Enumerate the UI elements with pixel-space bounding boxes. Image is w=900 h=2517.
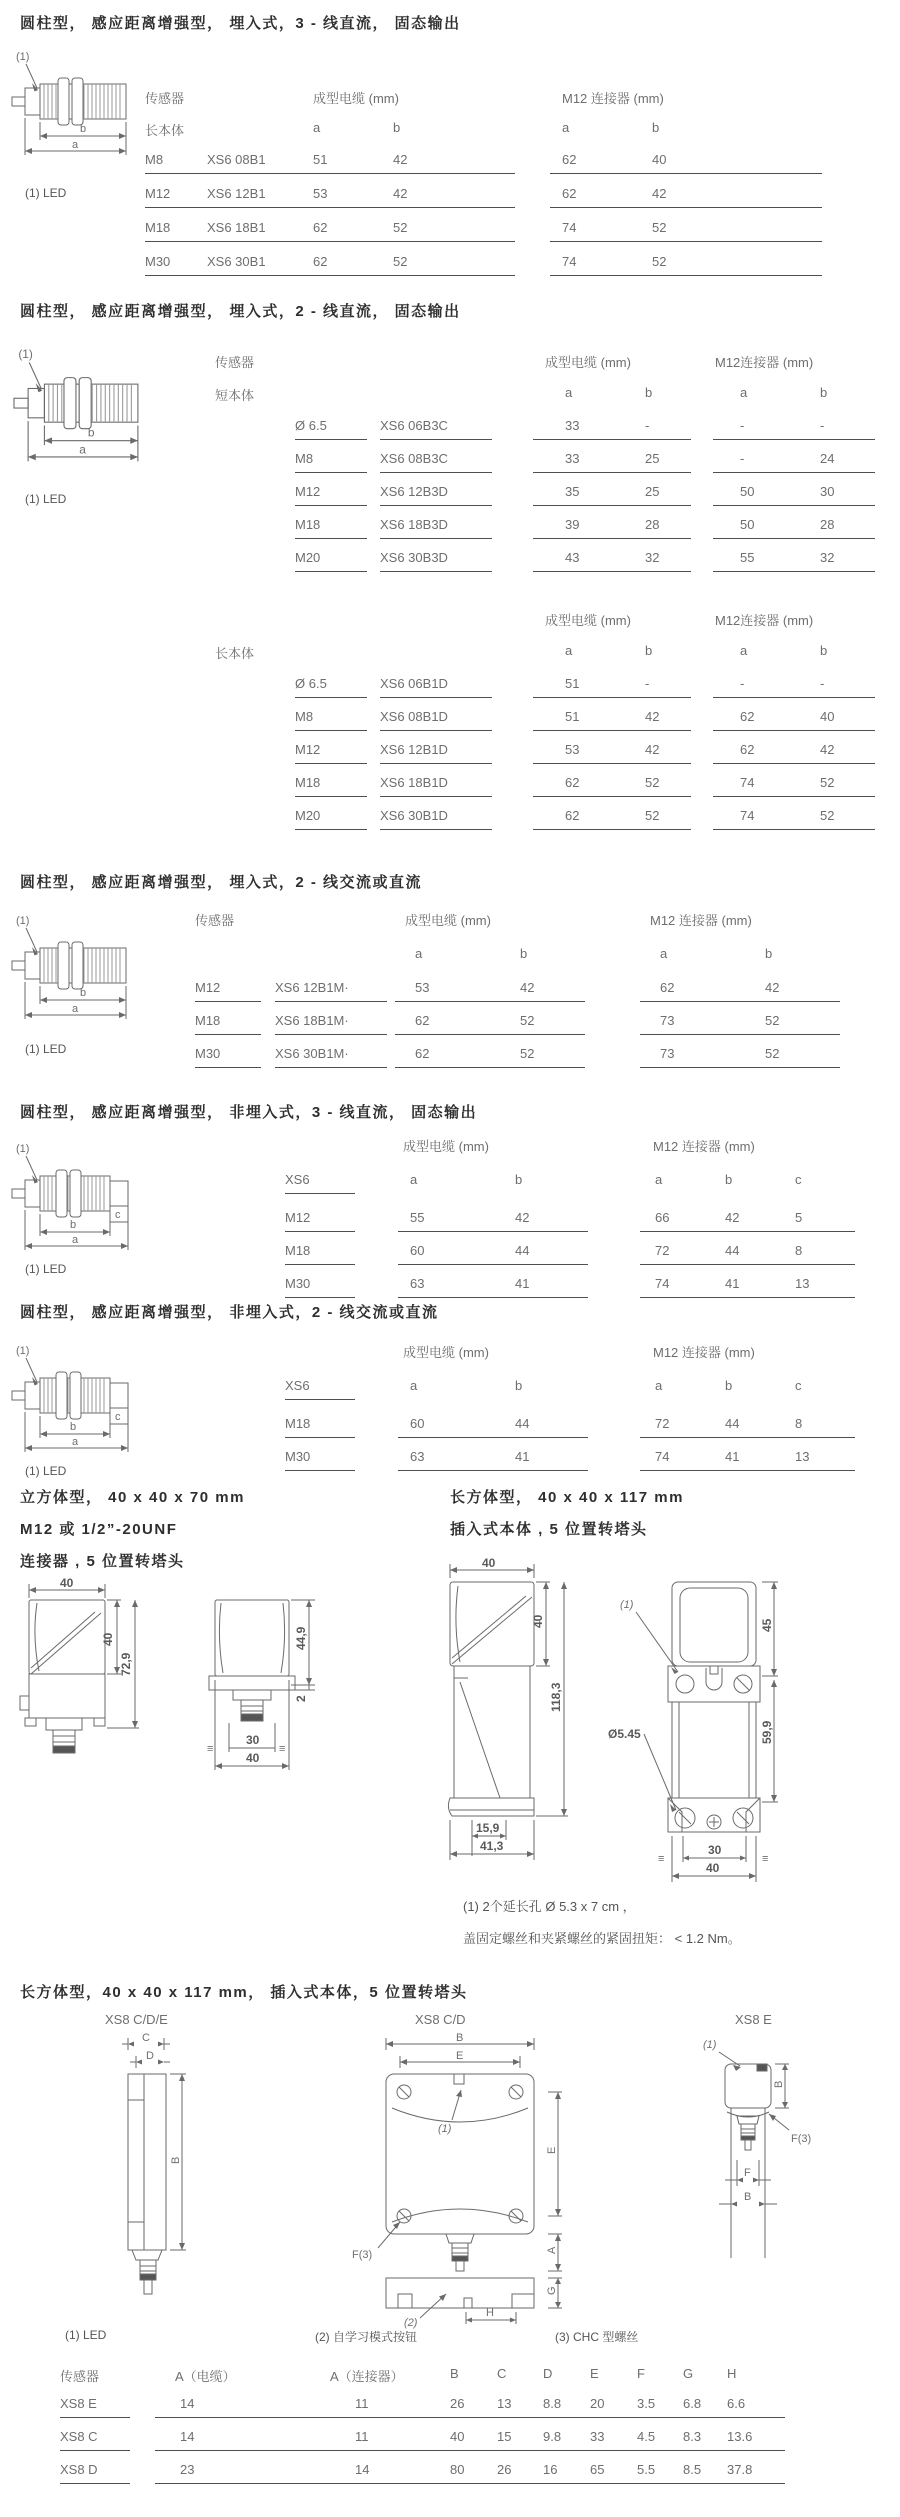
dim-a-label: a [72, 139, 79, 151]
dim-a-label: a [72, 1003, 79, 1015]
col-cable: 成型电缆 (mm) [405, 913, 491, 928]
col-a: a [655, 1378, 663, 1393]
table-row [195, 1046, 895, 1073]
col-C: C [497, 2366, 507, 2381]
dim-1-label: (1) [16, 915, 30, 927]
connector-group: 74 52 [713, 808, 875, 830]
cell-size: M20 [295, 808, 367, 830]
connector-group: 66 42 5 [640, 1210, 855, 1232]
section6-left-title-2: M12 或 1/2”-20UNF [20, 1521, 178, 1538]
col-b: b [725, 1378, 733, 1393]
cell-model: XS6 08B1 [207, 152, 311, 174]
table-row [215, 517, 900, 544]
dim-40-label: 40 [531, 1614, 545, 1628]
connector-group: 62 42 [640, 980, 840, 1002]
cable-group: 51 - [533, 676, 691, 698]
dim-449-label: 44,9 [294, 1626, 308, 1650]
cable-group: 62 52 [533, 808, 691, 830]
dim-1-label: (1) [16, 51, 30, 63]
section6-right-title-1: 长方体型， 40 x 40 x 117 mm [450, 1489, 684, 1506]
table-row [285, 1243, 900, 1270]
cable-group: 62 52 [303, 254, 515, 276]
table-row [215, 550, 900, 577]
dim-40-label: 40 [246, 1751, 260, 1765]
cell-size: M12 [295, 742, 367, 764]
connector-group: 74 41 13 [640, 1276, 855, 1298]
col-a: a [740, 643, 748, 658]
col-b: b [820, 643, 828, 658]
col-b: b [765, 946, 773, 961]
table-row [145, 220, 845, 247]
connector-group: 72 44 8 [640, 1416, 855, 1438]
col-b: b [520, 946, 528, 961]
section5-title: 圆柱型， 感应距离增强型， 非埋入式，2 - 线交流或直流 [20, 1304, 439, 1321]
col-sensor: 传感器 [215, 355, 255, 370]
table-row [285, 1416, 900, 1443]
cable-group: 60 44 [398, 1416, 588, 1438]
cell-size: Ø 6.5 [295, 418, 367, 440]
table-row [215, 676, 900, 703]
table-row [145, 186, 845, 213]
cell-size: M8 [145, 152, 209, 174]
col-b: b [725, 1172, 733, 1187]
dim-40-label: 40 [482, 1556, 496, 1570]
screw-ref: F(3) [791, 2133, 812, 2145]
col-cable: 成型电缆 (mm) [403, 1345, 489, 1360]
xs8cde-side-diagram [70, 2032, 250, 2307]
col-a: a [313, 120, 321, 135]
nonflush-cylinder-diagram-4 [8, 1140, 148, 1255]
dim-B-label: B [456, 2032, 464, 2044]
table-row [145, 152, 845, 179]
cable-group: 63 41 [398, 1449, 588, 1471]
torque-note: 盖固定螺丝和夹紧螺丝的紧固扭矩： < 1.2 Nm。 [463, 1931, 741, 1946]
section6-left-title-3: 连接器 , 5 位置转塔头 [20, 1553, 185, 1570]
dim-G-label: G [546, 2286, 558, 2295]
table-section3 [195, 910, 895, 1080]
connector-group: 74 52 [550, 254, 822, 276]
col-b: b [515, 1378, 523, 1393]
table-row [215, 451, 900, 478]
cell-size: M18 [295, 517, 367, 539]
col-G: G [683, 2366, 694, 2381]
dim-b-label: b [80, 123, 87, 135]
cube-sensor-side-view [205, 1580, 330, 1825]
col-family: XS6 [285, 1378, 355, 1400]
connector-group: 73 52 [640, 1046, 840, 1068]
cable-group: 51 42 [533, 709, 691, 731]
rect-sensor-front-view [592, 1560, 892, 1890]
cable-group: 62 52 [395, 1046, 585, 1068]
cell-model: XS6 18B1 [207, 220, 311, 242]
dim-45-label: 45 [760, 1618, 774, 1632]
cube-sensor-front-view [15, 1576, 165, 1825]
connector-group: - 24 [713, 451, 875, 473]
cable-group: 62 52 [303, 220, 515, 242]
connector-group: 73 52 [640, 1013, 840, 1035]
col-a-cable: A（电缆） [175, 2369, 236, 2384]
values-group: 14 11 26 13 8.8 20 3.5 6.8 6.6 [155, 2396, 785, 2418]
screw-ref: F(3) [352, 2249, 373, 2261]
footnote-teach-button: (2) 自学习模式按钮 [315, 2330, 418, 2344]
col-family: XS6 [285, 1172, 355, 1194]
cell-size: M12 [145, 186, 209, 208]
col-connector: M12连接器 (mm) [715, 355, 814, 370]
dim-C-label: C [142, 2032, 150, 2044]
col-cable: 成型电缆 (mm) [545, 355, 631, 370]
section2-title: 圆柱型， 感应距离增强型， 埋入式，2 - 线直流， 固态输出 [20, 303, 461, 320]
dim-a-label: a [72, 1436, 79, 1448]
col-D: D [543, 2366, 553, 2381]
table-row [195, 1013, 895, 1040]
col-b: b [652, 120, 660, 135]
cell-model: XS6 12B1D [380, 742, 492, 764]
diagram-label-xs8cd: XS8 C/D [415, 2012, 466, 2027]
dim-40-label: 40 [60, 1576, 74, 1590]
table-xs8 [60, 2366, 820, 2506]
dim-30-label: 30 [246, 1733, 260, 1747]
dim-413-label: 41,3 [480, 1839, 504, 1853]
dim-a-label: a [72, 1234, 79, 1246]
cell-model: XS6 12B3D [380, 484, 492, 506]
connector-group: 74 41 13 [640, 1449, 855, 1471]
col-H: H [727, 2366, 737, 2381]
cable-group: 62 52 [533, 775, 691, 797]
col-sensor: 传感器 [60, 2369, 100, 2384]
cable-group: 39 28 [533, 517, 691, 539]
cell-model: XS6 06B3C [380, 418, 492, 440]
connector-group: 72 44 8 [640, 1243, 855, 1265]
dim-729-label: 72,9 [119, 1652, 133, 1676]
section4-title: 圆柱型， 感应距离增强型， 非埋入式，3 - 线直流， 固态输出 [20, 1104, 478, 1121]
dim-2-label: 2 [294, 1695, 308, 1702]
flush-mark: ≡ [207, 1743, 214, 1755]
cell-size: M12 [285, 1210, 355, 1232]
dim-F-label: F [744, 2167, 751, 2179]
connector-group: 62 42 [713, 742, 875, 764]
dim-599-label: 59,9 [760, 1720, 774, 1744]
cell-size: M30 [145, 254, 209, 276]
col-body: 长本体 [145, 123, 185, 138]
cell-model: XS6 30B1 [207, 254, 311, 276]
cell-sensor-name: XS8 C [60, 2429, 130, 2451]
table-section4 [285, 1136, 900, 1316]
cell-model: XS6 18B1D [380, 775, 492, 797]
cell-model: XS6 30B3D [380, 550, 492, 572]
dim-30-label: 30 [708, 1843, 722, 1857]
table-row [215, 418, 900, 445]
table-row [285, 1276, 900, 1303]
cable-group: 35 25 [533, 484, 691, 506]
col-connector: M12连接器 (mm) [715, 613, 814, 628]
flush-mark: ≡ [762, 1853, 769, 1865]
col-short-body: 短本体 [215, 388, 255, 403]
led-ref: (1) [438, 2123, 452, 2135]
col-B: B [450, 2366, 459, 2381]
col-connector: M12 连接器 (mm) [650, 913, 752, 928]
cable-group: 60 44 [398, 1243, 588, 1265]
col-a: a [660, 946, 668, 961]
dim-545-label: Ø5.45 [608, 1727, 641, 1741]
cell-model: XS6 18B3D [380, 517, 492, 539]
cell-model: XS6 18B1M· [275, 1013, 387, 1035]
dim-1183-label: 118,3 [549, 1682, 563, 1712]
dim-c-label: c [115, 1411, 121, 1423]
dim-1-label: (1) [18, 347, 33, 362]
footnote-chc-screw: (3) CHC 型螺丝 [555, 2330, 639, 2344]
cell-sensor-name: XS8 E [60, 2396, 130, 2418]
hole-note-ref: (1) [620, 1599, 634, 1611]
cable-group: 53 42 [303, 186, 515, 208]
col-b: b [515, 1172, 523, 1187]
connector-group: 74 52 [713, 775, 875, 797]
footnote-led: (1) LED [65, 2328, 107, 2342]
extension-hole-note: (1) 2个延长孔 Ø 5.3 x 7 cm ， [463, 1899, 636, 1914]
col-c: c [795, 1378, 802, 1393]
section7-title: 长方体型，40 x 40 x 117 mm， 插入式本体，5 位置转塔头 [20, 1984, 468, 2001]
led-note-4: (1) LED [25, 1262, 67, 1276]
dim-40-label: 40 [706, 1861, 720, 1875]
table-section2 [215, 352, 900, 872]
dim-E-label: E [546, 2146, 558, 2154]
dim-B-label: B [170, 2156, 182, 2164]
col-cable: 成型电缆 (mm) [403, 1139, 489, 1154]
cell-size: M12 [295, 484, 367, 506]
connector-group: - - [713, 676, 875, 698]
col-a: a [565, 643, 573, 658]
table-row [215, 775, 900, 802]
table-row [195, 980, 895, 1007]
table-row [285, 1210, 900, 1237]
table-row [60, 2429, 820, 2456]
cell-size: Ø 6.5 [295, 676, 367, 698]
cell-size: M18 [285, 1416, 355, 1438]
diagram-label-xs8cde: XS8 C/D/E [105, 2012, 168, 2027]
led-note-5: (1) LED [25, 1464, 67, 1478]
connector-group: 62 42 [550, 186, 822, 208]
cell-model: XS6 12B1 [207, 186, 311, 208]
dim-a-label: a [79, 442, 86, 457]
table-row [215, 709, 900, 736]
cell-model: XS6 08B1D [380, 709, 492, 731]
xs8cd-front-diagram [348, 2032, 588, 2327]
col-a: a [410, 1378, 418, 1393]
col-connector: M12 连接器 (mm) [562, 91, 664, 106]
dim-159-label: 15,9 [476, 1821, 500, 1835]
col-a: a [415, 946, 423, 961]
col-a-connector: A（连接器） [330, 2369, 404, 2384]
dim-b-label: b [80, 987, 87, 999]
flush-mark: ≡ [279, 1743, 286, 1755]
cable-group: 43 32 [533, 550, 691, 572]
cable-group: 53 42 [395, 980, 585, 1002]
cell-size: M30 [285, 1276, 355, 1298]
teach-button-ref: (2) [404, 2317, 418, 2329]
cable-group: 33 25 [533, 451, 691, 473]
cell-model: XS6 30B1M· [275, 1046, 387, 1068]
col-b: b [393, 120, 401, 135]
cell-model: XS6 30B1D [380, 808, 492, 830]
col-connector: M12 连接器 (mm) [653, 1345, 755, 1360]
col-c: c [795, 1172, 802, 1187]
table-row [215, 742, 900, 769]
cable-group: 55 42 [398, 1210, 588, 1232]
section3-title: 圆柱型， 感应距离增强型， 埋入式，2 - 线交流或直流 [20, 874, 423, 891]
cell-size: M8 [295, 451, 367, 473]
col-cable: 成型电缆 (mm) [313, 91, 399, 106]
col-sensor: 传感器 [145, 91, 185, 106]
dim-1-label: (1) [16, 1345, 30, 1357]
flush-cylinder-diagram-2 [8, 345, 158, 470]
table-row [145, 254, 845, 281]
table-section5 [285, 1342, 900, 1492]
col-a: a [562, 120, 570, 135]
table-row [60, 2462, 820, 2489]
cable-group: 53 42 [533, 742, 691, 764]
connector-group: 62 40 [713, 709, 875, 731]
dim-c-label: c [115, 1209, 121, 1221]
cell-size: M18 [295, 775, 367, 797]
dim-1-label: (1) [16, 1143, 30, 1155]
section1-title: 圆柱型， 感应距离增强型， 埋入式，3 - 线直流， 固态输出 [20, 15, 461, 32]
col-cable: 成型电缆 (mm) [545, 613, 631, 628]
connector-group: - - [713, 418, 875, 440]
cell-size: M18 [145, 220, 209, 242]
cell-size: M20 [295, 550, 367, 572]
table-row [285, 1449, 900, 1476]
col-b: b [645, 385, 653, 400]
cell-model: XS6 12B1M· [275, 980, 387, 1002]
dim-b-label: b [70, 1421, 77, 1433]
flush-cylinder-diagram-1 [8, 48, 143, 163]
dim-D-label: D [146, 2050, 154, 2062]
col-a: a [740, 385, 748, 400]
table-section1 [145, 88, 845, 288]
col-a: a [410, 1172, 418, 1187]
col-long-body: 长本体 [215, 646, 255, 661]
cell-model: XS6 06B1D [380, 676, 492, 698]
led-note-2: (1) LED [25, 492, 67, 506]
cable-group: 33 - [533, 418, 691, 440]
values-group: 23 14 80 26 16 65 5.5 8.5 37.8 [155, 2462, 785, 2484]
cell-size: M30 [285, 1449, 355, 1471]
led-note-1: (1) LED [25, 186, 67, 200]
cell-model: XS6 08B3C [380, 451, 492, 473]
col-b: b [645, 643, 653, 658]
col-a: a [565, 385, 573, 400]
cable-group: 51 42 [303, 152, 515, 174]
dim-B-label: B [773, 2080, 785, 2088]
dim-b-label: b [70, 1219, 77, 1231]
table-row [215, 484, 900, 511]
col-sensor: 传感器 [195, 913, 235, 928]
flush-cylinder-diagram-3 [8, 912, 143, 1027]
cable-group: 62 52 [395, 1013, 585, 1035]
cell-size: M18 [285, 1243, 355, 1265]
dim-40-label: 40 [101, 1632, 115, 1646]
col-a: a [655, 1172, 663, 1187]
values-group: 14 11 40 15 9.8 33 4.5 8.3 13.6 [155, 2429, 785, 2451]
nonflush-cylinder-diagram-5 [8, 1342, 148, 1457]
table-row [215, 808, 900, 835]
dim-b-label: b [87, 425, 95, 440]
connector-group: 62 40 [550, 152, 822, 174]
dim-E-label: E [456, 2050, 464, 2062]
rect-sensor-side-view [438, 1556, 598, 1890]
cell-size: M30 [195, 1046, 261, 1068]
col-b: b [820, 385, 828, 400]
flush-mark: ≡ [658, 1853, 665, 1865]
connector-group: 50 28 [713, 517, 875, 539]
diagram-label-xs8e: XS8 E [735, 2012, 772, 2027]
col-F: F [637, 2366, 645, 2381]
led-ref: (1) [703, 2039, 717, 2051]
section6-left-title-1: 立方体型， 40 x 40 x 70 mm [20, 1489, 245, 1506]
connector-group: 55 32 [713, 550, 875, 572]
col-E: E [590, 2366, 599, 2381]
led-note-3: (1) LED [25, 1042, 67, 1056]
col-connector: M12 连接器 (mm) [653, 1139, 755, 1154]
table-row [60, 2396, 820, 2423]
dim-H-label: H [486, 2307, 494, 2319]
section6-right-title-2: 插入式本体 , 5 位置转塔头 [450, 1521, 648, 1538]
connector-group: 74 52 [550, 220, 822, 242]
dim-A-label: A [546, 2246, 558, 2254]
xs8e-diagram [685, 2032, 855, 2282]
cell-size: M12 [195, 980, 261, 1002]
cell-sensor-name: XS8 D [60, 2462, 130, 2484]
cell-size: M18 [195, 1013, 261, 1035]
cable-group: 63 41 [398, 1276, 588, 1298]
connector-group: 50 30 [713, 484, 875, 506]
cell-size: M8 [295, 709, 367, 731]
dim-B-label: B [744, 2191, 752, 2203]
